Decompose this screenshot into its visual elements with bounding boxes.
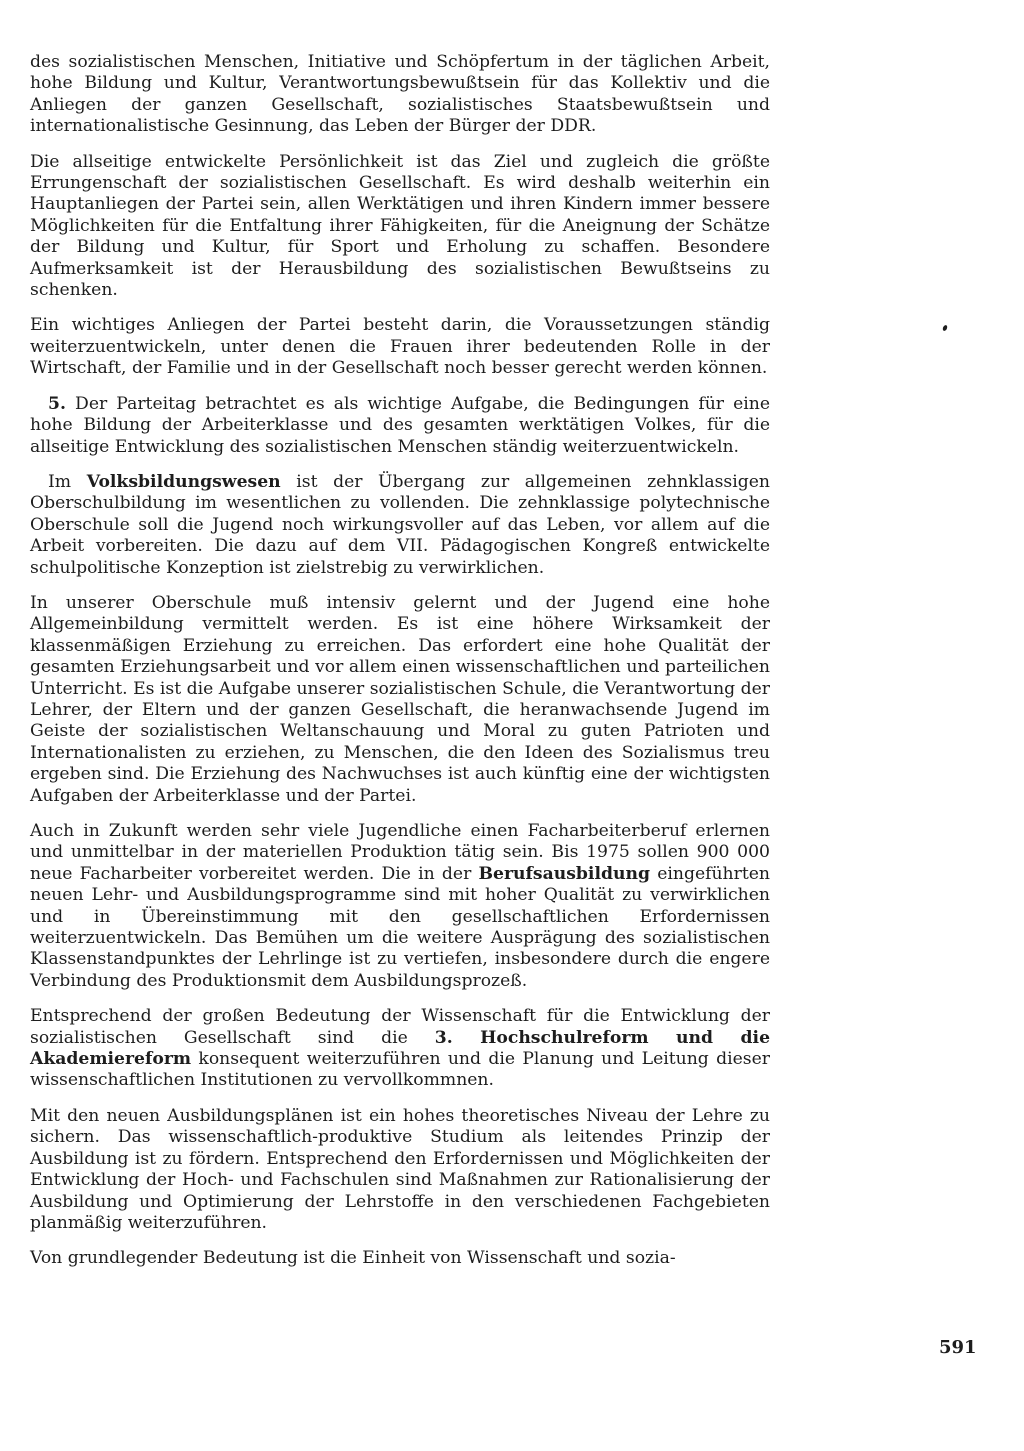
paragraph-7 <box>30 821 770 992</box>
paragraph-8 <box>30 1006 770 1092</box>
bold-text-run: Volksbildungswesen <box>86 471 281 492</box>
bold-text-run: 5. <box>48 393 66 414</box>
text-run: Ein wichtiges Anliegen der Partei besteht darin, die Voraussetzungen ständig weiterzuentwickeln, unter denen die Frauen ihrer bedeutenden Rolle in der Wirtschaft, der Familie und in der Gesellschaft noch besser gerecht werden können. <box>30 315 770 379</box>
paragraph-2 <box>30 152 770 302</box>
paragraph-4 <box>30 394 770 458</box>
paragraph-5 <box>30 472 770 579</box>
bold-text-run: Berufsausbildung <box>478 863 651 884</box>
text-run: des sozialistischen Menschen, Initiative und Schöpfertum in der täglichen Arbeit, hohe Bildung und Kultur, Verantwortungsbewußtsein für das Kollektiv und die Anliegen der ganzen Gesellschaft, sozialistisches Staatsbewußtsein und internationalistische Gesinnung, das Leben der Bürger der DDR. <box>30 52 770 137</box>
text-run: Mit den neuen Ausbildungsplänen ist ein hohes theoretisches Niveau der Lehre zu sichern. Das wissenschaftlich-produktive Studium als leitendes Prinzip der Ausbildung ist zu fördern. Entsprechend den Erfordernissen und Möglichkeiten der Entwicklung der Hoch- und Fachschulen sind Maßnahmen zur Rationalisierung der Ausbildung und Optimierung der Lehrstoffe in den verschiedenen Fachgebieten planmäßig weiterzuführen. <box>30 1105 770 1233</box>
text-run: Von grundlegender Bedeutung ist die Einheit von Wissenschaft und sozia- <box>30 1248 676 1269</box>
paragraph-9 <box>30 1106 770 1234</box>
text-run: Im <box>48 471 87 492</box>
text-run: Auch in Zukunft werden sehr viele Jugendliche einen Facharbeiterberuf erlernen und unmittelbar in der materiellen Produktion tätig sein. Bis 1975 sollen 900 000 neue Facharbeiter vorbereitet werden. Die in der <box>30 821 770 884</box>
paragraph-6 <box>30 593 770 807</box>
text-run: eingeführten neuen Lehr- und Ausbildungsprogramme sind mit hoher Qualität zu verwirklichen und in Übereinstimmung mit den gesellschaftlichen Erfordernissen weiterzuentwickeln. Das Bemühen um die weitere Ausprägung des sozialistischen Klassenstandpunktes der Lehrlinge ist zu vertiefen, insbesondere durch die engere Verbindung des Produktionsmit dem Ausbildungsprozeß. <box>30 863 770 991</box>
text-run: Entsprechend der großen Bedeutung der Wissenschaft für die Entwicklung der sozialistischen Gesellschaft sind die <box>30 1006 770 1048</box>
text-run: In unserer Oberschule muß intensiv gelernt und der Jugend eine hohe Allgemeinbildung vermittelt werden. Es ist eine höhere Wirksamkeit der klassenmäßigen Erziehung zu erreichen. Das erfordert eine hohe Qualität der gesamten Erziehungsarbeit und vor allem einen wissenschaftlichen und parteilichen Unterricht. Es ist die Aufgabe unserer sozialistischen Schule, die Verantwortung der Lehrer, der Eltern und der ganzen Gesellschaft, die heranwachsende Jugend im Geiste der sozialistischen Weltanschauung und Moral zu guten Patrioten und Internationalisten zu erziehen, zu Menschen, die den Ideen des Sozialismus treu ergeben sind. Die Erziehung des Nachwuchses ist auch künftig eine der wichtigsten Aufgaben der Arbeiterklasse und der Partei. <box>30 592 770 806</box>
text-run: Die allseitige entwickelte Persönlichkeit ist das Ziel und zugleich die größte Errungenschaft der sozialistischen Gesellschaft. Es wird deshalb weiterhin ein Hauptanliegen der Partei sein, allen Werktätigen und ihren Kindern immer bessere Möglichkeiten für die Entfaltung ihrer Fähigkeiten, für die Aneignung der Schätze der Bildung und Kultur, für Sport und Erholung zu schaffen. Besondere Aufmerksamkeit ist der Herausbildung des sozialistischen Bewußtseins zu schenken. <box>30 151 770 301</box>
page-number: 591 <box>939 1337 977 1358</box>
text-run: konsequent weiterzuführen und die Planung und Leitung dieser wissenschaftlichen Institutionen zu vervollkommnen. <box>30 1049 770 1091</box>
bold-text-run: 3. Hochschulreform und die Akademiereform <box>30 1027 770 1070</box>
paragraph-3 <box>30 315 770 379</box>
document-page <box>30 52 770 1284</box>
paragraph-10 <box>30 1248 770 1269</box>
paragraph-1 <box>30 52 770 138</box>
text-run: Der Parteitag betrachtet es als wichtige Aufgabe, die Bedingungen für eine hohe Bildung der Arbeiterklasse und des gesamten werktätigen Volkes, für die allseitige Entwicklung des sozialistischen Menschen ständig weiterzuentwickeln. <box>30 393 770 457</box>
text-run: ist der Übergang zur allgemeinen zehnklassigen Oberschulbildung im wesentlichen zu vollenden. Die zehnklassige polytechnische Oberschule soll die Jugend noch wirkungsvoller auf das Leben, vor allem auf die Arbeit vorbereiten. Die dazu auf dem VII. Pädagogischen Kongreß entwickelte schulpolitische Konzeption ist zielstrebig zu verwirklichen. <box>30 471 770 578</box>
ink-speck <box>942 324 948 331</box>
